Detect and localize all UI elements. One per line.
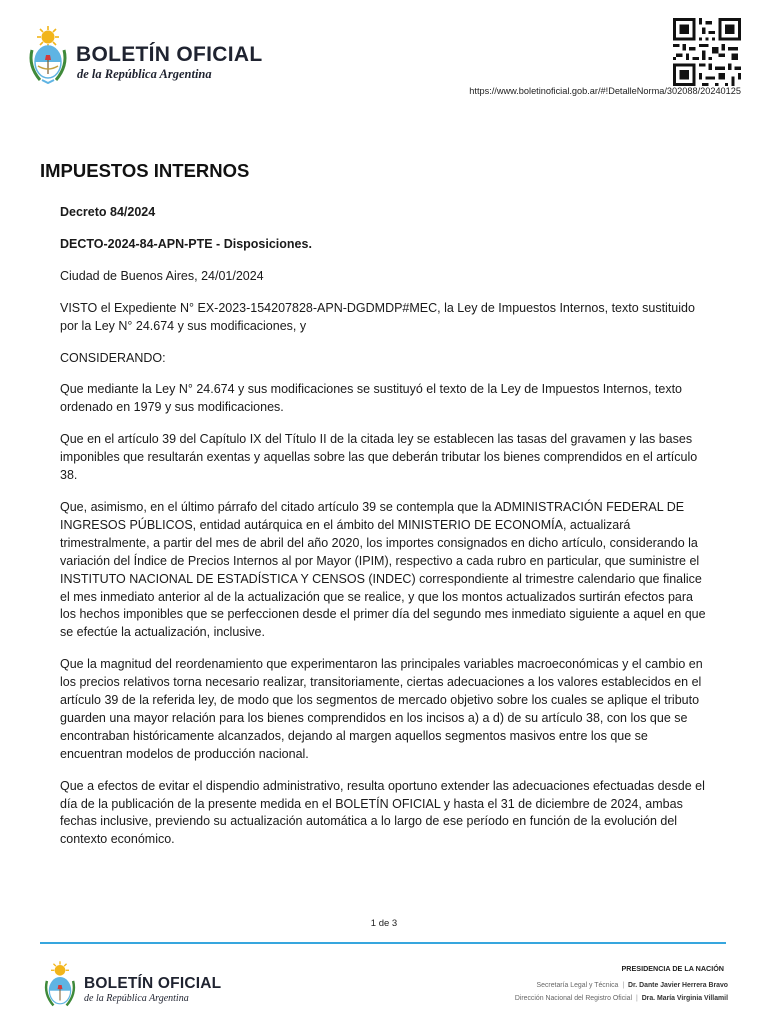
footer-name-1: Dr. Dante Javier Herrera Bravo <box>628 982 728 989</box>
footer-role-2: Dirección Nacional del Registro Oficial <box>514 995 633 1002</box>
footer-credit-line-2 <box>515 995 728 1002</box>
qr-code-icon <box>673 18 741 86</box>
footer-brand-subtitle: de la República Argentina <box>84 993 189 1004</box>
coat-of-arms-icon <box>26 26 70 84</box>
footer-credit-line-1 <box>537 982 728 989</box>
document-title: IMPUESTOS INTERNOS <box>40 160 250 181</box>
source-url[interactable]: https://www.boletinoficial.gob.ar/#!DetalleNorma/302088/20240125 <box>469 86 741 96</box>
considerando-paragraph-3: Que, asimismo, en el último párrafo del citado artículo 39 se contempla que la ADMINISTRACIÓN FEDERAL DE INGRESOS PÚBLICOS, entidad autárquica en el ámbito del MINISTERIO DE ECONOMÍA, actualizará trimestralmente, a partir del mes de abril del año 2020, los importes consignados en dicho artículo, considerando la variación del Índice de Precios Internos al por Mayor (IPIM), respectivo a cada rubro en particular, que suministre el INSTITUTO NACIONAL DE ESTADÍSTICA Y CENSOS (INDEC) correspondiente al trimestre calendario que finalice el mes inmediato anterior al de la actualización que se realice, y que los montos actualizados surtirán efectos para los hechos imponibles que se perfeccionen desde el primer día del segundo mes inmediato siguiente a aquel en que se efectúe la actualización, inclusive. <box>60 499 706 640</box>
footer-separator-2: | <box>635 995 638 1002</box>
considerando-paragraph-2: Que en el artículo 39 del Capítulo IX del Título II de la citada ley se establecen las tasas del gravamen y las bases imponibles que resultarán exentas y aquellas sobre las que deberán tributar los bienes comprendidos en el artículo 38. <box>60 432 698 483</box>
considerando-heading: CONSIDERANDO: <box>60 350 166 365</box>
footer-divider <box>40 942 726 944</box>
decree-reference: DECTO-2024-84-APN-PTE - Disposiciones. <box>60 236 312 251</box>
footer-separator-1: | <box>622 982 625 989</box>
presidencia-label: PRESIDENCIA DE LA NACIÓN <box>621 964 724 973</box>
brand-title: BOLETÍN OFICIAL <box>76 43 263 66</box>
footer-role-1: Secretaría Legal y Técnica <box>536 982 619 989</box>
considerando-paragraph-5: Que a efectos de evitar el dispendio administrativo, resulta oportuno extender las adecuaciones efectuadas desde el día de la publicación de la presente medida en el BOLETÍN OFICIAL y hasta el 31 de diciembre de 2024, ambas fechas inclusive, previendo su actualización automática a lo largo de ese período en función de la evolución del contexto económico. <box>60 778 705 847</box>
document-body <box>60 204 708 863</box>
decree-number: Decreto 84/2024 <box>60 205 156 219</box>
considerando-paragraph-4: Que la magnitud del reordenamiento que experimentaron las principales variables macroeconómicas y el cambio en los precios relativos torna necesario realizar, transitoriamente, ciertas adecuaciones a los valores establecidos en el artículo 39 de la referida ley, de modo que los segmentos de mercado objetivo sobre los cuales se aplique el tributo guarden una mayor relación para los bienes comprendidos en los incisos a) a d) de su artículo 38, con los que se encontraban históricamente alcanzados, dejando al margen aquellos segmentos masivos entre los que se encuentran modelos de producción nacional. <box>60 657 703 761</box>
considerando-paragraph-1: Que mediante la Ley N° 24.674 y sus modificaciones se sustituyó el texto de la Ley de Impuestos Internos, texto ordenado en 1979 y sus modificaciones. <box>60 382 683 415</box>
footer-brand-title: BOLETÍN OFICIAL <box>84 975 222 992</box>
footer-coat-of-arms-icon <box>42 961 78 1009</box>
page-number: 1 de 3 <box>370 918 398 929</box>
footer-name-2: Dra. María Virginia Villamil <box>641 995 728 1002</box>
place-date: Ciudad de Buenos Aires, 24/01/2024 <box>60 268 264 283</box>
brand-subtitle: de la República Argentina <box>77 67 212 81</box>
visto-paragraph: VISTO el Expediente N° EX-2023-154207828-APN-DGDMDP#MEC, la Ley de Impuestos Internos, texto sustituido por la Ley N° 24.674 y sus modificaciones, y <box>60 300 695 333</box>
